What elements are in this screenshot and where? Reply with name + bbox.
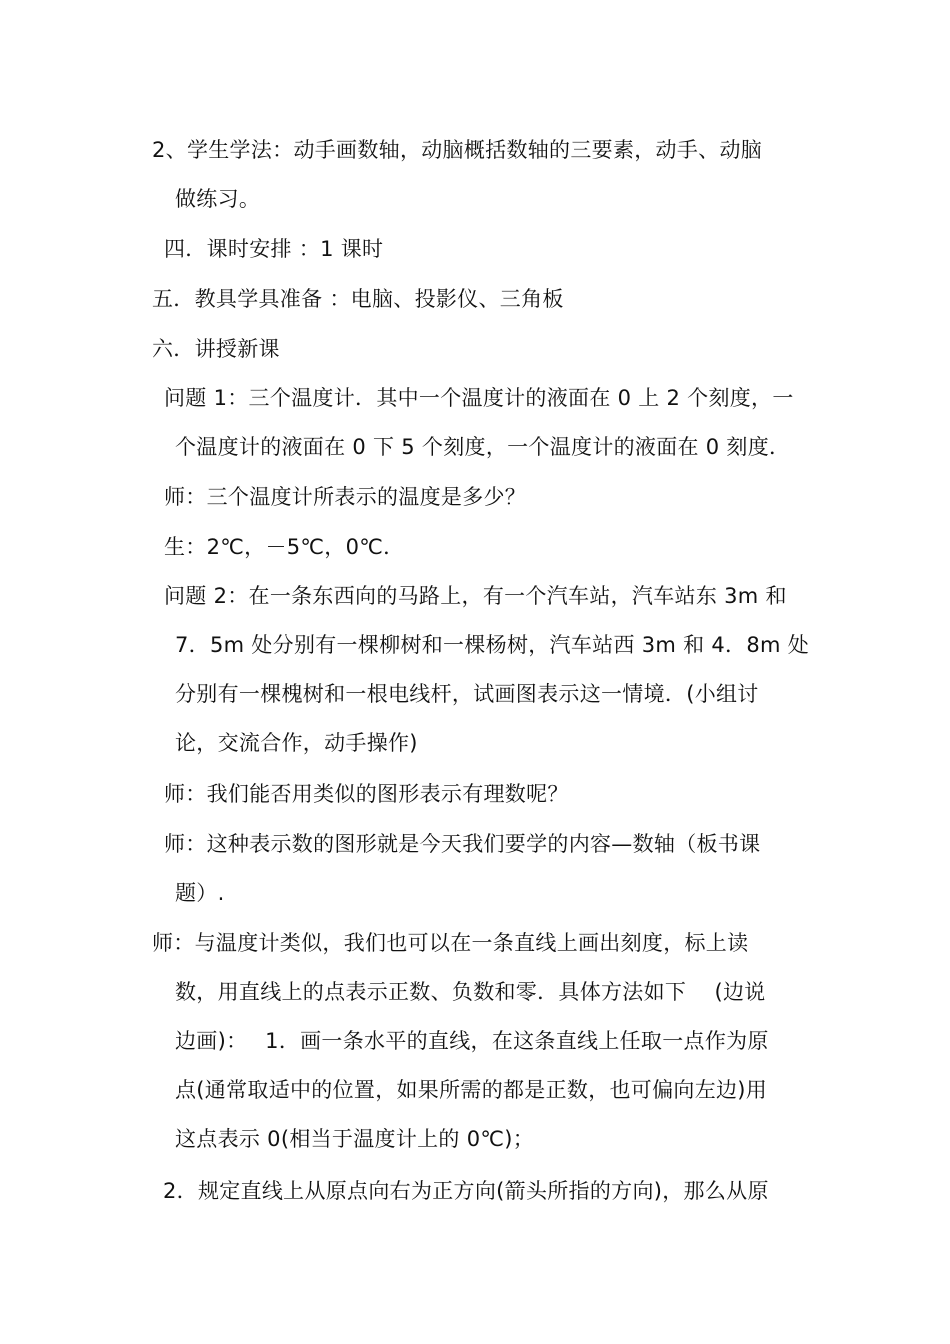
paragraph-question-2 bbox=[164, 572, 809, 768]
text-line: 五．教具学具准备 ：电脑、投影仪、三角板 bbox=[152, 287, 564, 311]
paragraph-teacher-intro-number-line bbox=[164, 820, 760, 918]
text-line: 点(通常取适中的位置，如果所需的都是正数，也可偏向左边)用 bbox=[175, 1078, 768, 1102]
paragraph-lesson-schedule bbox=[164, 225, 383, 274]
paragraph-student-answer bbox=[164, 523, 404, 572]
text-line: 分别有一棵槐树和一根电线杆，试画图表示这一情境．(小组讨 bbox=[175, 682, 759, 706]
text-line: 问题 1：三个温度计．其中一个温度计的液面在 0 上 2 个刻度，一 bbox=[164, 386, 794, 410]
paragraph-question-1 bbox=[164, 374, 794, 472]
paragraph-teacher-question-2 bbox=[164, 770, 569, 819]
text-line: 问题 2：在一条东西向的马路上，有一个汽车站，汽车站东 3m 和 bbox=[164, 584, 787, 608]
text-line: 师：与温度计类似，我们也可以在一条直线上画出刻度，标上读 bbox=[152, 931, 749, 955]
text-line: 四．课时安排 ：1 课时 bbox=[164, 237, 384, 261]
paragraph-student-method bbox=[152, 126, 762, 224]
paragraph-teacher-method bbox=[152, 919, 769, 1164]
text-line: 数，用直线上的点表示正数、负数和零．具体方法如下 (边说 bbox=[175, 980, 766, 1004]
text-line: 边画)： 1．画一条水平的直线，在这条直线上任取一点作为原 bbox=[175, 1029, 769, 1053]
text-line: 师：三个温度计所表示的温度是多少？ bbox=[164, 485, 527, 509]
text-line: 师：我们能否用类似的图形表示有理数呢？ bbox=[164, 782, 569, 806]
text-line: 六．讲授新课 bbox=[152, 337, 280, 361]
text-line: 7．5m 处分别有一棵柳树和一棵杨树，汽车站西 3m 和 4．8m 处 bbox=[175, 633, 810, 657]
paragraph-teaching-aids bbox=[152, 275, 564, 324]
paragraph-teacher-question bbox=[164, 473, 526, 522]
paragraph-step-2 bbox=[163, 1167, 769, 1216]
text-line: 2．规定直线上从原点向右为正方向(箭头所指的方向)，那么从原 bbox=[163, 1179, 769, 1203]
text-line: 论，交流合作，动手操作) bbox=[175, 731, 418, 755]
text-line: 题）. bbox=[175, 881, 225, 905]
text-line: 师：这种表示数的图形就是今天我们要学的内容—数轴（板书课 bbox=[164, 832, 761, 856]
paragraph-new-lesson-heading bbox=[152, 325, 280, 374]
text-line: 生：2℃，－5℃，0℃． bbox=[164, 535, 405, 559]
text-line: 个温度计的液面在 0 下 5 个刻度，一个温度计的液面在 0 刻度． bbox=[175, 435, 791, 459]
text-line: 这点表示 0(相当于温度计上的 0℃)； bbox=[175, 1127, 535, 1151]
text-line: 2、学生学法：动手画数轴，动脑概括数轴的三要素，动手、动脑 bbox=[152, 138, 763, 162]
text-line: 做练习。 bbox=[175, 187, 261, 211]
